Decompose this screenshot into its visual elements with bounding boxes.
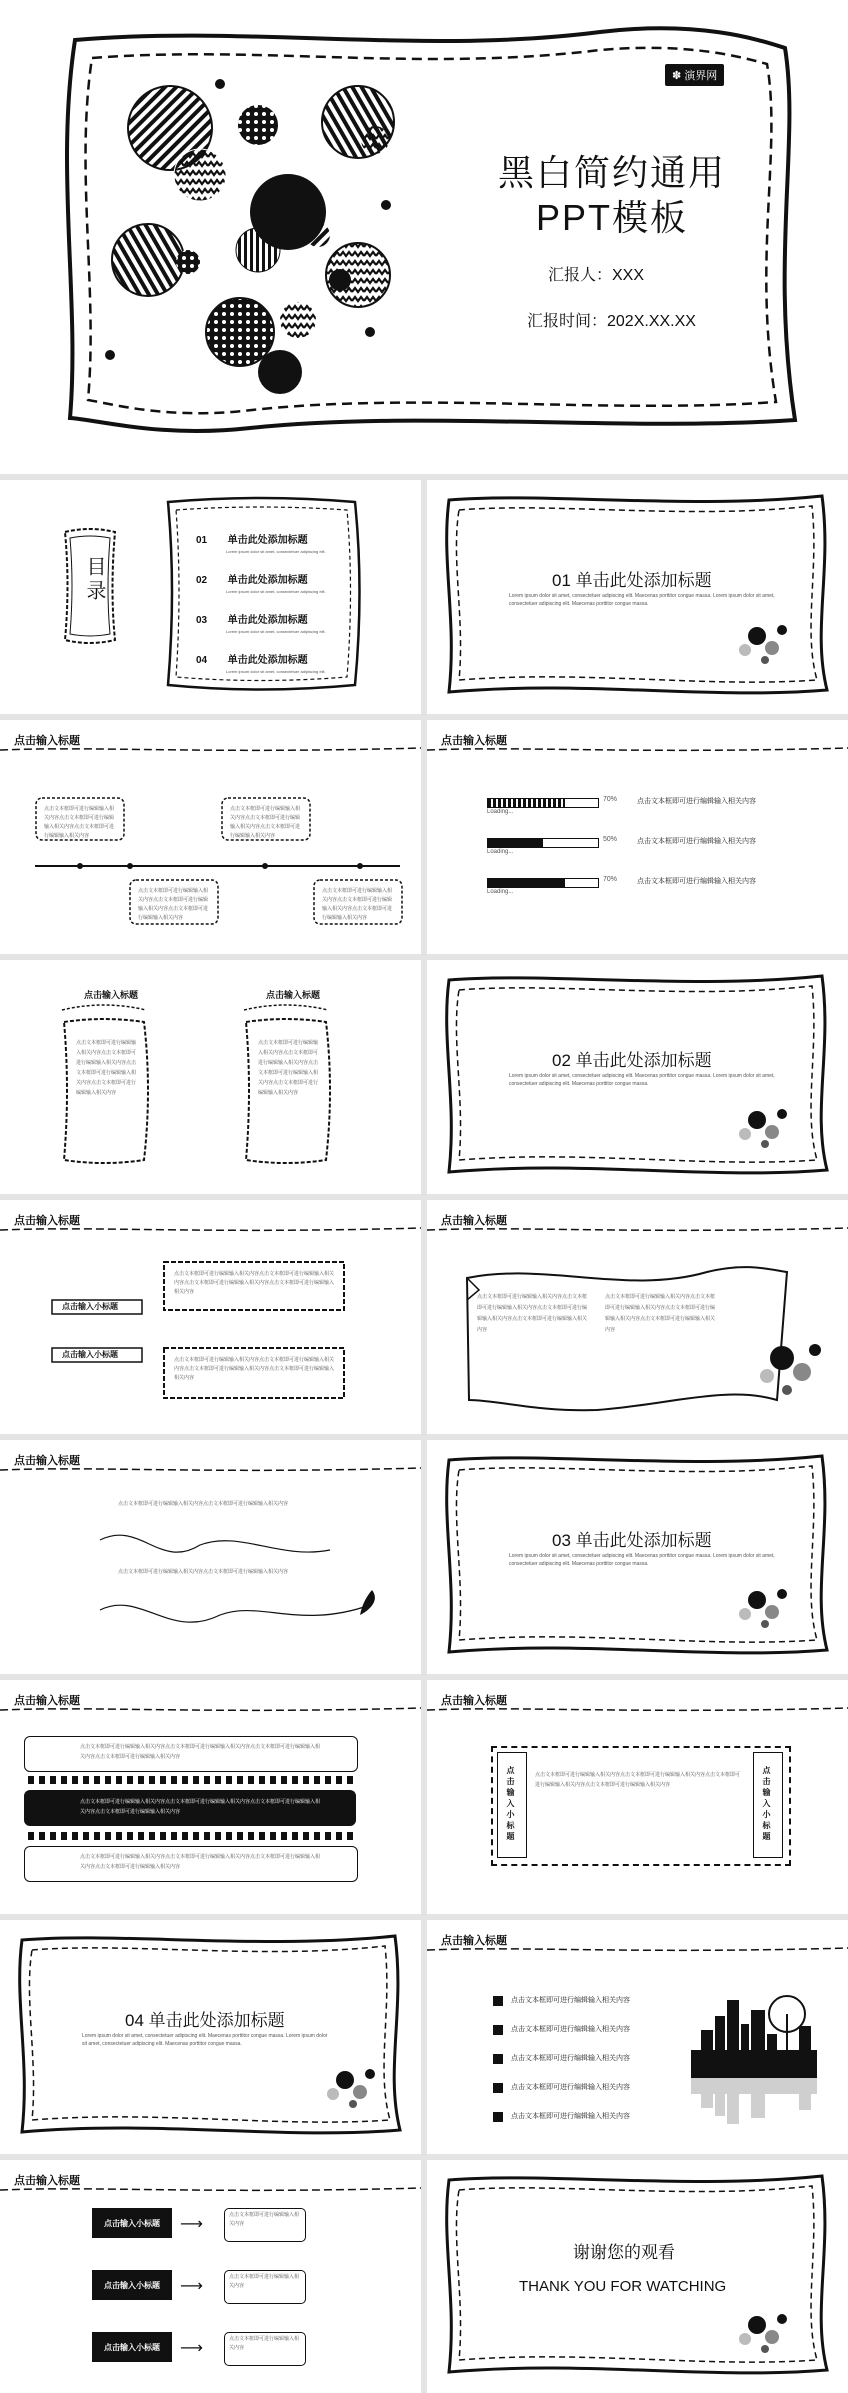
mini-circles <box>760 1344 821 1395</box>
circle-solid-2 <box>258 350 302 394</box>
flow-block-2: 点击输入小标题 <box>92 2270 172 2300</box>
bullet-square-icon <box>493 2083 503 2093</box>
loading-label: Loading... <box>487 849 514 855</box>
circle-small-2 <box>306 223 330 247</box>
toc-item-4[interactable] <box>196 650 326 690</box>
loading-pct-3: 70% <box>603 876 618 883</box>
circle-dots-1 <box>238 105 278 145</box>
slide-cover <box>0 0 848 474</box>
loading-label: Loading... <box>487 809 514 815</box>
flow-arrow-1-icon: ⟶ <box>180 2216 203 2233</box>
bullet-item-1 <box>493 1986 630 2015</box>
slide-timeline <box>0 720 421 954</box>
bullet-list <box>493 1986 630 2131</box>
column-2-title: 点击输入标题 <box>266 990 321 1000</box>
column-2-text: 点击文本框即可进行编辑输入相关内容点击文本框即可进行编辑输入相关内容点击文本框即可进行编辑输入相关内容点击文本框即可进行编辑输入相关内容 <box>258 1040 319 1096</box>
bullet-text: 点击文本框即可进行编辑输入相关内容 <box>511 2055 630 2062</box>
toc-item-sub: Lorem ipsum dolor sit amet, consectetuer adipiscing elit. <box>226 589 326 594</box>
slide-header: 点击输入标题 <box>14 735 80 747</box>
toc-item-num: 01 <box>196 535 208 546</box>
mini-circles <box>739 1109 787 1148</box>
bullet-square-icon <box>493 2025 503 2035</box>
slide-header: 点击输入标题 <box>14 2175 80 2187</box>
loading-text-1: 点击文本框即可进行编辑输入相关内容 <box>637 798 756 805</box>
toc-title: 目录 <box>83 556 105 604</box>
vertical-text: 点击文本框即可进行编辑输入相关内容点击文本框即可进行编辑输入相关内容点击文本框即可进行编辑输入相关内容点击文本框即可进行编辑输入相关内容 <box>535 1772 741 1788</box>
section-4-desc: Lorem ipsum dolor sit amet, consectetuer adipiscing elit. Maecenas porttitor congue massa. Lorem ipsum dolor sit amet, consectetuer adipiscing elit. Maecenas porttitor congue massa. <box>82 2033 328 2047</box>
loading-pct-2: 50% <box>603 836 618 843</box>
circle-stripe-3 <box>112 224 184 296</box>
dot-1 <box>105 350 115 360</box>
toc-item-3[interactable] <box>196 610 326 650</box>
brand-logo-text: 演界网 <box>684 70 718 82</box>
vertical-title-left: 点击输入小标题 <box>506 1766 515 1843</box>
bullet-item-2 <box>493 2015 630 2044</box>
toc-item-label: 单击此处添加标题 <box>227 535 308 546</box>
flow-text-2: 点击文本框即可进行编辑输入相关内容 <box>224 2270 306 2304</box>
toc-list <box>196 530 326 690</box>
section-1-desc: Lorem ipsum dolor sit amet, consectetuer adipiscing elit. Maecenas porttitor congue massa. Lorem ipsum dolor sit amet, consectetuer adipiscing elit. Maecenas porttitor congue massa. <box>509 593 775 607</box>
subtitle-label-2: 点击输入小标题 <box>62 1350 118 1359</box>
bullet-square-icon <box>493 1996 503 2006</box>
loading-bar-1 <box>487 798 599 808</box>
toc-item-label: 单击此处添加标题 <box>227 655 308 666</box>
toc-item-sub: Lorem ipsum dolor sit amet, consectetuer adipiscing elit. <box>226 549 326 554</box>
loading-row-3 <box>487 878 599 896</box>
loading-pct-1: 70% <box>603 796 618 803</box>
banner-text-left: 点击文本框即可进行编辑输入相关内容点击文本框即可进行编辑输入相关内容点击文本框即可进行编辑输入相关内容点击文本框即可进行编辑输入相关内容 <box>477 1294 588 1333</box>
flow-arrow-2-icon: ⟶ <box>180 2278 203 2295</box>
mini-circles <box>739 2314 787 2353</box>
slide-header: 点击输入标题 <box>441 1935 507 1947</box>
closing-subtitle: THANK YOU FOR WATCHING <box>519 2278 727 2295</box>
dot-3 <box>215 79 225 89</box>
loading-fill-3 <box>488 879 565 887</box>
subtitle-label-1: 点击输入小标题 <box>62 1302 118 1311</box>
cover-title-line1: 黑白简约通用 <box>498 152 727 193</box>
dot-4 <box>381 200 391 210</box>
loading-bar-2 <box>487 838 599 848</box>
slide-closing <box>427 2160 848 2393</box>
curve-text-1: 点击文本框即可进行编辑输入相关内容点击文本框即可进行编辑输入相关内容 <box>118 1501 289 1507</box>
vertical-frame <box>491 1746 791 1866</box>
flow-block-3: 点击输入小标题 <box>92 2332 172 2362</box>
circle-dots-2 <box>176 250 200 274</box>
strip-text-3: 点击文本框即可进行编辑输入相关内容点击文本框即可进行编辑输入相关内容点击文本框即可进行编辑输入相关内容点击文本框即可进行编辑输入相关内容 <box>80 1854 321 1870</box>
curve-text-2: 点击文本框即可进行编辑输入相关内容点击文本框即可进行编辑输入相关内容 <box>118 1569 289 1575</box>
slide-two-columns <box>0 960 421 1194</box>
bullet-text: 点击文本框即可进行编辑输入相关内容 <box>511 1997 630 2004</box>
flow-text-1: 点击文本框即可进行编辑输入相关内容 <box>224 2208 306 2242</box>
section-3-title: 03 单击此处添加标题 <box>552 1531 712 1550</box>
toc-item-num: 02 <box>196 575 208 586</box>
loading-fill-2 <box>488 839 543 847</box>
column-1-title: 点击输入标题 <box>84 990 139 1000</box>
bullet-item-3 <box>493 2044 630 2073</box>
timeline-text-3: 点击文本框即可进行编辑输入相关内容点击文本框即可进行编辑输入相关内容点击文本框即可进行编辑输入相关内容 <box>138 888 209 921</box>
section-3-desc: Lorem ipsum dolor sit amet, consectetuer adipiscing elit. Maecenas porttitor congue massa. Lorem ipsum dolor sit amet, consectetuer adipiscing elit. Maecenas porttitor congue massa. <box>509 1553 775 1567</box>
strip-holes-1 <box>28 1776 358 1784</box>
circle-zigzag-1 <box>174 149 226 201</box>
flow-arrow-3-icon: ⟶ <box>180 2340 203 2357</box>
loading-label: Loading... <box>487 889 514 895</box>
bullet-square-icon <box>493 2112 503 2122</box>
closing-title: 谢谢您的观看 <box>573 2243 675 2262</box>
circles-illustration <box>100 70 400 410</box>
slide-header: 点击输入标题 <box>14 1455 80 1467</box>
timeline-text-1: 点击文本框即可进行编辑输入相关内容点击文本框即可进行编辑输入相关内容点击文本框即可进行编辑输入相关内容 <box>44 806 115 839</box>
flow-text-3: 点击文本框即可进行编辑输入相关内容 <box>224 2332 306 2366</box>
column-frames <box>0 960 421 1194</box>
toc-item-num: 03 <box>196 615 208 626</box>
timeline-text-4: 点击文本框即可进行编辑输入相关内容点击文本框即可进行编辑输入相关内容点击文本框即可进行编辑输入相关内容 <box>322 888 393 921</box>
circle-zigzag-3 <box>280 302 316 338</box>
slide-film-strip <box>0 1680 421 1914</box>
loading-row-1 <box>487 798 599 816</box>
slide-flow <box>0 2160 421 2393</box>
brand-logo: ✽ 演界网 <box>665 64 724 86</box>
slide-vertical-titles <box>427 1680 848 1914</box>
slide-bullets <box>427 1920 848 2154</box>
header-rule <box>427 744 848 756</box>
slide-toc <box>0 480 421 714</box>
slide-section-1 <box>427 480 848 714</box>
section-2-title: 02 单击此处添加标题 <box>552 1051 712 1070</box>
slide-header: 点击输入标题 <box>441 1695 507 1707</box>
section-4-title: 04 单击此处添加标题 <box>125 2011 285 2030</box>
strip-text-2: 点击文本框即可进行编辑输入相关内容点击文本框即可进行编辑输入相关内容点击文本框即可进行编辑输入相关内容点击文本框即可进行编辑输入相关内容 <box>80 1799 321 1815</box>
cover-report-time: 汇报时间：202X.XX.XX <box>527 313 696 330</box>
circle-small-3 <box>329 269 351 291</box>
slide-section-2 <box>427 960 848 1194</box>
toc-item-num: 04 <box>196 655 208 666</box>
slide-header: 点击输入标题 <box>14 1695 80 1707</box>
toc-item-sub: Lorem ipsum dolor sit amet, consectetuer adipiscing elit. <box>226 629 326 634</box>
strip-holes-2 <box>28 1832 358 1840</box>
bullet-text: 点击文本框即可进行编辑输入相关内容 <box>511 2113 630 2120</box>
header-rule <box>0 2184 421 2196</box>
header-rule <box>427 1704 848 1716</box>
mini-circles <box>739 1589 787 1628</box>
toc-item-label: 单击此处添加标题 <box>227 615 308 626</box>
section-1-title: 01 单击此处添加标题 <box>552 571 712 590</box>
subtitle-text-1: 点击文本框即可进行编辑输入相关内容点击文本框即可进行编辑输入相关内容点击文本框即可进行编辑输入相关内容点击文本框即可进行编辑输入相关内容 <box>174 1271 335 1295</box>
slide-header: 点击输入标题 <box>441 1215 507 1227</box>
cover-reporter: 汇报人：XXX <box>548 267 645 284</box>
closing-frame <box>427 2160 848 2393</box>
subtitle-frames <box>0 1200 421 1434</box>
circle-vstripe-1 <box>236 228 280 272</box>
circle-dots-3 <box>206 298 274 366</box>
subtitle-text-2: 点击文本框即可进行编辑输入相关内容点击文本框即可进行编辑输入相关内容点击文本框即可进行编辑输入相关内容点击文本框即可进行编辑输入相关内容 <box>174 1357 335 1381</box>
toc-item-1[interactable] <box>196 530 326 570</box>
toc-item-sub: Lorem ipsum dolor sit amet, consectetuer adipiscing elit. <box>226 669 326 674</box>
slide-curves <box>0 1440 421 1674</box>
bullet-text: 点击文本框即可进行编辑输入相关内容 <box>511 2026 630 2033</box>
slide-header: 点击输入标题 <box>14 1215 80 1227</box>
banner-text-right: 点击文本框即可进行编辑输入相关内容点击文本框即可进行编辑输入相关内容点击文本框即可进行编辑输入相关内容点击文本框即可进行编辑输入相关内容 <box>605 1294 716 1333</box>
slide-section-3 <box>427 1440 848 1674</box>
bullet-text: 点击文本框即可进行编辑输入相关内容 <box>511 2084 630 2091</box>
toc-item-2[interactable] <box>196 570 326 610</box>
bullet-square-icon <box>493 2054 503 2064</box>
slide-wave-banner <box>427 1200 848 1434</box>
slide-subtitles <box>0 1200 421 1434</box>
strip-text-1: 点击文本框即可进行编辑输入相关内容点击文本框即可进行编辑输入相关内容点击文本框即可进行编辑输入相关内容点击文本框即可进行编辑输入相关内容 <box>80 1744 321 1760</box>
dot-2 <box>365 327 375 337</box>
header-rule <box>427 1944 848 1956</box>
slide-loading <box>427 720 848 954</box>
loading-text-2: 点击文本框即可进行编辑输入相关内容 <box>637 838 756 845</box>
loading-bar-3 <box>487 878 599 888</box>
cover-title-line2: PPT模板 <box>536 197 689 238</box>
loading-text-3: 点击文本框即可进行编辑输入相关内容 <box>637 878 756 885</box>
bullet-item-4 <box>493 2073 630 2102</box>
section-2-desc: Lorem ipsum dolor sit amet, consectetuer adipiscing elit. Maecenas porttitor congue massa. Lorem ipsum dolor sit amet, consectetuer adipiscing elit. Maecenas porttitor congue massa. <box>509 1073 775 1087</box>
circle-small-1 <box>361 126 389 154</box>
loading-fill-1 <box>488 799 565 807</box>
mini-circles <box>327 2069 375 2108</box>
mini-circles <box>739 625 787 664</box>
loading-row-2 <box>487 838 599 856</box>
column-1-text: 点击文本框即可进行编辑输入相关内容点击文本框即可进行编辑输入相关内容点击文本框即可进行编辑输入相关内容点击文本框即可进行编辑输入相关内容 <box>76 1040 137 1096</box>
vertical-title-right: 点击输入小标题 <box>762 1766 771 1843</box>
bullet-item-5 <box>493 2102 630 2131</box>
curve-lines <box>0 1440 421 1674</box>
header-rule <box>0 1704 421 1716</box>
flow-block-1: 点击输入小标题 <box>92 2208 172 2238</box>
timeline-text-2: 点击文本框即可进行编辑输入相关内容点击文本框即可进行编辑输入相关内容点击文本框即可进行编辑输入相关内容 <box>230 806 301 839</box>
slide-section-4 <box>0 1920 421 2154</box>
city-skyline-icon <box>691 1980 821 2130</box>
toc-item-label: 单击此处添加标题 <box>227 575 308 586</box>
slide-header: 点击输入标题 <box>441 735 507 747</box>
